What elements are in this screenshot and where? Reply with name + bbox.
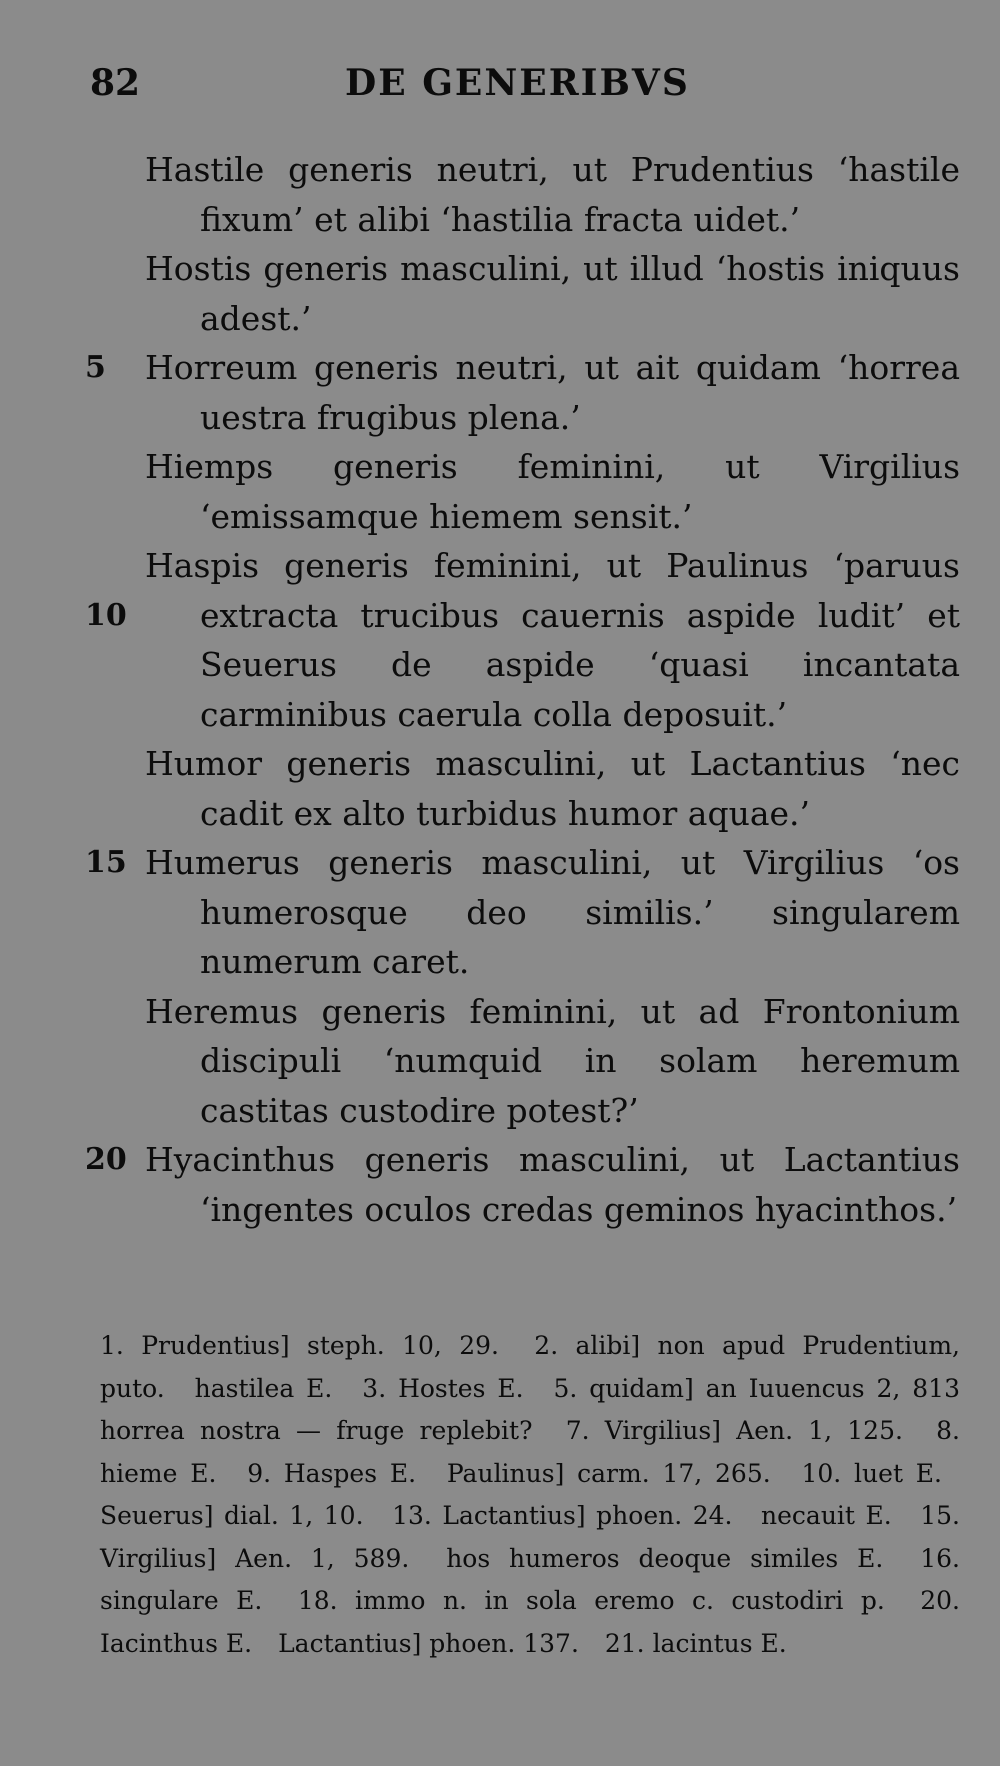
footnote: 5. quidam] an Iuuencus 2, 813 horrea nostra — fruge replebit?: [100, 1373, 960, 1445]
entry-hastile: [145, 145, 960, 244]
entry-hostis: [145, 244, 960, 343]
entry-text: Horreum generis neutri, ut ait quidam ‘horrea uestra frugibus plena.’: [145, 348, 960, 437]
footnote: 13. Lactantius] phoen. 24.: [392, 1501, 733, 1530]
entry-text: Humor generis masculini, ut Lactantius ‘nec cadit ex alto turbidus humor aquae.’: [145, 744, 960, 833]
footnote: 15. Virgilius] Aen. 1, 589.: [100, 1501, 961, 1573]
footnotes: [100, 1325, 960, 1665]
footnote: hos humeros deoque similes E.: [446, 1543, 884, 1573]
footnote: 3. Hostes E.: [362, 1373, 524, 1403]
main-text: [0, 145, 1000, 1234]
page-header: [90, 62, 890, 112]
entry-hiemps: [145, 442, 960, 541]
entry-humor: [145, 739, 960, 838]
footnote: 1. Prudentius] steph. 10, 29.: [100, 1331, 499, 1360]
entry-haspis: [85, 541, 960, 739]
entry-hyacinthus: [85, 1135, 960, 1234]
footnote: 10. luet E.: [801, 1458, 942, 1488]
footnote: Seuerus] dial. 1, 10.: [100, 1501, 364, 1530]
footnote: Lactantius] phoen. 137.: [278, 1628, 579, 1658]
page-number: 82: [90, 62, 141, 104]
entry-text: Humerus generis masculini, ut Virgilius ‘os humerosque deo similis.’ singularem numerum caret.: [145, 843, 960, 981]
entry-text: Hostis generis masculini, ut illud ‘hostis iniquus adest.’: [145, 249, 960, 338]
footnote: 16. singulare E.: [100, 1543, 960, 1615]
footnote: 18. immo n. in sola eremo c. custodiri p.: [297, 1586, 885, 1615]
line-number: 10: [85, 597, 127, 633]
line-number: 20: [85, 1142, 127, 1177]
entry-text: Hyacinthus generis masculini, ut Lactantius ‘ingentes oculos credas geminos hyacinthos.’: [145, 1140, 960, 1229]
footnote: 20. Iacinthus E.: [100, 1586, 961, 1658]
footnote: necauit E.: [761, 1501, 892, 1530]
footnote: Paulinus] carm. 17, 265.: [446, 1458, 771, 1488]
running-title: DE GENERIBVS: [345, 62, 690, 104]
footnote: 7. Virgilius] Aen. 1, 125.: [565, 1416, 903, 1445]
entry-text: Haspis generis feminini, ut Paulinus ‘paruus extracta trucibus cauernis aspide ludit’ et Seuerus de aspide ‘quasi incantata carminibus caerula colla deposuit.’: [145, 546, 960, 734]
entry-horreum: [85, 343, 960, 442]
line-number: 15: [85, 845, 127, 880]
entry-text: Hiemps generis feminini, ut Virgilius ‘emissamque hiemem sensit.’: [145, 447, 960, 536]
footnote: 9. Haspes E.: [247, 1458, 417, 1488]
footnote: 2. alibi] non apud Prudentium, puto.: [100, 1331, 960, 1403]
footnote: 8. hieme E.: [100, 1416, 961, 1488]
entry-text: Heremus generis feminini, ut ad Frontonium discipuli ‘numquid in solam heremum castitas custodire potest?’: [145, 991, 960, 1130]
line-number: 5: [85, 350, 106, 385]
entry-heremus: [145, 987, 960, 1136]
footnote: hastilea E.: [194, 1373, 333, 1403]
entry-humerus: [85, 838, 960, 987]
footnote: 21. lacintus E.: [604, 1628, 787, 1658]
entry-text: Hastile generis neutri, ut Prudentius ‘hastile fixum’ et alibi ‘hastilia fracta uidet.’: [145, 150, 960, 239]
